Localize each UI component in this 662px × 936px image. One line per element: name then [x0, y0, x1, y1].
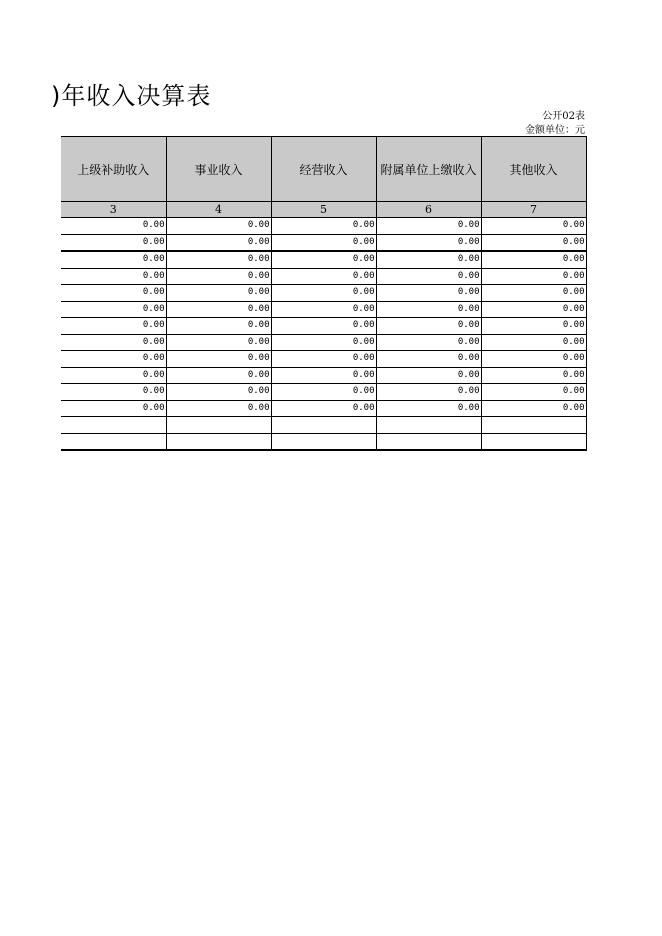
- table-cell: 0.00: [271, 285, 376, 302]
- column-number: 6: [376, 202, 481, 218]
- table-cell: 0.00: [376, 367, 481, 384]
- table-body: [61, 218, 586, 451]
- table-cell: 0.00: [481, 218, 586, 235]
- table-cell: 0.00: [61, 384, 166, 401]
- column-number: 7: [481, 202, 586, 218]
- table-cell: 0.00: [61, 268, 166, 285]
- table-row: [61, 367, 586, 384]
- form-code: 公开02表: [542, 111, 585, 122]
- table-cell: 0.00: [166, 367, 271, 384]
- table-cell: 0.00: [271, 367, 376, 384]
- table-cell: 0.00: [61, 234, 166, 251]
- table-cell: 0.00: [481, 351, 586, 368]
- table-cell: 0.00: [481, 400, 586, 417]
- table-cell: 0.00: [166, 251, 271, 268]
- table-cell: [166, 417, 271, 434]
- table-cell: [376, 417, 481, 434]
- table-cell: 0.00: [166, 268, 271, 285]
- table-cell: 0.00: [376, 218, 481, 235]
- column-number: 5: [271, 202, 376, 218]
- table-cell: 0.00: [61, 400, 166, 417]
- table-cell: [166, 433, 271, 450]
- table-cell: 0.00: [481, 234, 586, 251]
- table-cell: 0.00: [376, 400, 481, 417]
- amount-unit-label: 金额单位：元: [525, 125, 585, 136]
- table-cell: 0.00: [166, 234, 271, 251]
- table-cell: 0.00: [376, 268, 481, 285]
- table-cell: 0.00: [271, 384, 376, 401]
- header-row: [61, 137, 586, 202]
- table-cell: 0.00: [376, 234, 481, 251]
- table-cell: 0.00: [271, 218, 376, 235]
- table-row: [61, 301, 586, 318]
- table-cell: 0.00: [166, 285, 271, 302]
- table-cell: 0.00: [271, 234, 376, 251]
- column-number: 3: [61, 202, 166, 218]
- table-cell: 0.00: [166, 218, 271, 235]
- table-cell: 0.00: [271, 301, 376, 318]
- table-cell: 0.00: [376, 251, 481, 268]
- table-cell: 0.00: [376, 334, 481, 351]
- column-header: 事业收入: [166, 137, 271, 202]
- table-row: [61, 400, 586, 417]
- column-header: 经营收入: [271, 137, 376, 202]
- table-cell: 0.00: [166, 318, 271, 335]
- table-cell: 0.00: [61, 367, 166, 384]
- table-cell: [376, 433, 481, 450]
- table-cell: 0.00: [481, 251, 586, 268]
- table-cell: 0.00: [376, 301, 481, 318]
- table-row: [61, 417, 586, 434]
- table-cell: [481, 433, 586, 450]
- table-cell: 0.00: [481, 367, 586, 384]
- table-cell: 0.00: [271, 318, 376, 335]
- table-cell: [61, 417, 166, 434]
- table-row: [61, 351, 586, 368]
- table-cell: 0.00: [376, 351, 481, 368]
- table-cell: 0.00: [271, 268, 376, 285]
- table-cell: 0.00: [166, 384, 271, 401]
- table-cell: 0.00: [61, 285, 166, 302]
- table-cell: [61, 433, 166, 450]
- table-cell: [271, 417, 376, 434]
- table-cell: 0.00: [271, 351, 376, 368]
- table-row: [61, 234, 586, 251]
- table-cell: 0.00: [271, 400, 376, 417]
- table-cell: 0.00: [61, 318, 166, 335]
- table-cell: 0.00: [481, 334, 586, 351]
- income-table: [61, 136, 587, 451]
- column-header: 其他收入: [481, 137, 586, 202]
- table-row: [61, 285, 586, 302]
- table-cell: 0.00: [481, 268, 586, 285]
- table-cell: 0.00: [376, 384, 481, 401]
- table-cell: 0.00: [481, 301, 586, 318]
- column-header: 附属单位上缴收入: [376, 137, 481, 202]
- table-row: [61, 251, 586, 268]
- table-cell: 0.00: [61, 351, 166, 368]
- table-cell: 0.00: [376, 318, 481, 335]
- table-cell: 0.00: [166, 301, 271, 318]
- table-row: [61, 433, 586, 450]
- table-cell: 0.00: [166, 400, 271, 417]
- column-header: 上级补助收入: [61, 137, 166, 202]
- report-title: )年收入决算表: [51, 82, 212, 110]
- table-cell: 0.00: [61, 301, 166, 318]
- table-row: [61, 218, 586, 235]
- table-cell: 0.00: [271, 251, 376, 268]
- table-cell: 0.00: [481, 285, 586, 302]
- table-row: [61, 384, 586, 401]
- table-row: [61, 334, 586, 351]
- table-row: [61, 268, 586, 285]
- table-row: [61, 318, 586, 335]
- column-number-row: [61, 202, 586, 218]
- table-cell: 0.00: [61, 251, 166, 268]
- table-cell: 0.00: [481, 384, 586, 401]
- table-cell: 0.00: [166, 351, 271, 368]
- table-cell: 0.00: [166, 334, 271, 351]
- table-cell: 0.00: [271, 334, 376, 351]
- table-cell: [481, 417, 586, 434]
- table-cell: 0.00: [376, 285, 481, 302]
- table-cell: 0.00: [61, 218, 166, 235]
- table-cell: [271, 433, 376, 450]
- table-cell: 0.00: [61, 334, 166, 351]
- table-cell: 0.00: [481, 318, 586, 335]
- column-number: 4: [166, 202, 271, 218]
